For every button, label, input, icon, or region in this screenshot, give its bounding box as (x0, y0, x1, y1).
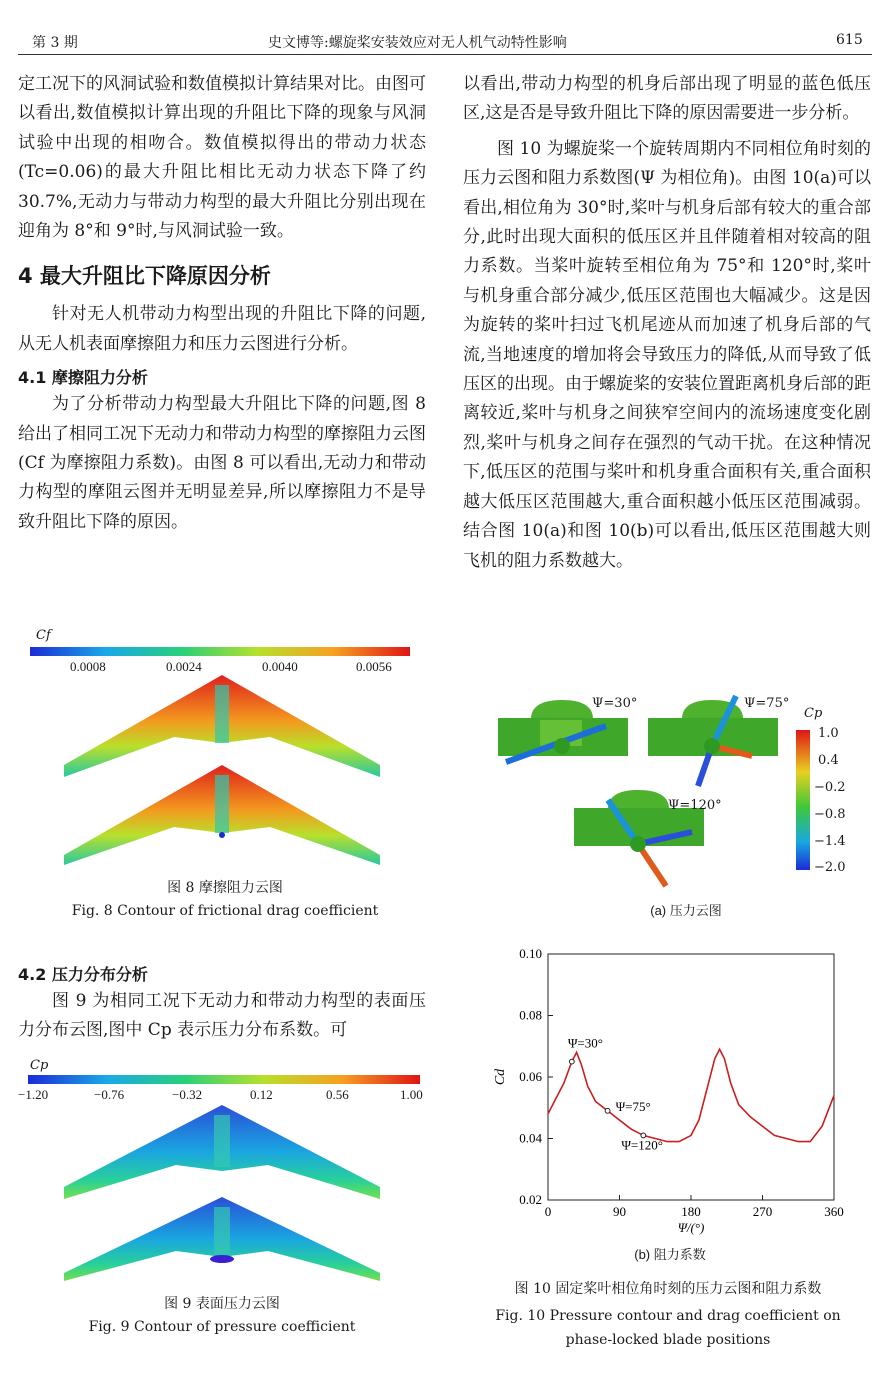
cd-series-line (548, 1049, 834, 1141)
x-axis-label: Ψ/(°) (677, 1220, 705, 1235)
fig9-wing-contours (22, 1105, 422, 1281)
fig8-caption-en: Fig. 8 Contour of frictional drag coefficient (71, 903, 379, 919)
y-axis-label: Cd (493, 1068, 508, 1086)
fig9-wing-unpowered (64, 1105, 380, 1199)
fig9-tick: 0.12 (250, 1087, 273, 1102)
figure-10b (490, 942, 850, 1272)
fig9-caption-cn: 图 9 表面压力云图 (164, 1296, 280, 1312)
y-tick-label: 0.02 (519, 1192, 542, 1207)
y-tick-label: 0.04 (519, 1130, 542, 1146)
fig10a-tick: 0.4 (818, 753, 839, 768)
fig9-wing-powered (64, 1197, 380, 1281)
fig10b-drag-chart (490, 942, 850, 1242)
fig10-caption-cn: 图 10 固定桨叶相位角时刻的压力云图和阻力系数 (514, 1281, 822, 1297)
chart-frame (548, 954, 834, 1200)
figure-10-caption (463, 1278, 873, 1348)
x-tick-label: 270 (752, 1204, 773, 1219)
fig8-legend-title: Cf (36, 628, 51, 643)
fig8-caption-cn: 图 8 摩擦阻力云图 (167, 880, 283, 896)
annotation-label: Ψ=120° (621, 1137, 663, 1153)
running-title: 史文博等:螺旋桨安装效应对无人机气动特性影响 (268, 35, 567, 51)
section-4-2 (18, 958, 426, 1046)
fig8-wing-contours (30, 675, 415, 865)
left-paragraph-2: 针对无人机带动力构型出现的升阻比下降的问题,从无人机表面摩擦阻力和压力云图进行分析。 (18, 304, 426, 354)
fig9-colorbar (22, 1073, 422, 1087)
fig10a-label-30: Ψ=30° (592, 696, 638, 711)
section-4-heading: 4 最大升阻比下降原因分析 (18, 264, 271, 289)
fig9-tick: 0.56 (326, 1087, 349, 1102)
left-column (18, 70, 426, 537)
figure-8 (30, 628, 420, 919)
running-header (0, 28, 890, 56)
fig10a-label-120: Ψ=120° (668, 798, 722, 813)
y-tick-label: 0.10 (519, 946, 542, 961)
issue-number: 第 3 期 (32, 35, 78, 51)
fig8-tick: 0.0040 (262, 659, 298, 674)
x-tick-label: 0 (544, 1204, 552, 1219)
fig10a-subcaption: (a) 压力云图 (650, 903, 722, 918)
subsection-4-1-heading: 4.1 摩擦阻力分析 (18, 368, 148, 388)
fig9-tick: −1.20 (18, 1087, 49, 1102)
fig8-colorbar (30, 645, 415, 659)
y-tick-label: 0.06 (519, 1069, 542, 1084)
annotation-point (605, 1108, 610, 1113)
fig8-wing-unpowered (64, 675, 380, 777)
fig10a-tick: −2.0 (814, 860, 846, 875)
fig9-tick: 1.00 (400, 1087, 423, 1102)
y-tick-label: 0.08 (519, 1007, 542, 1023)
fig9-tick: −0.32 (172, 1087, 203, 1102)
fig10a-tick: −1.4 (814, 834, 846, 849)
fig9-caption-en: Fig. 9 Contour of pressure coefficient (88, 1319, 356, 1335)
fig8-tick: 0.0056 (356, 659, 392, 674)
right-paragraph-2: 图 10 为螺旋桨一个旋转周期内不同相位角时刻的压力云图和阻力系数图(Ψ 为相位角)。由图 10(a)可以看出,相位角为 30°时,桨叶与机身后部有较大的重合部分,此时出现大面积的低压区并且伴随着相对较高的阻力系数。当桨叶旋转至相位角为 75°和 120°时,桨叶与机身重合部分减少,低压区范围也大幅减少。这是因为旋转的桨叶扫过飞机尾迹从而加速了机身后部的气流,当地速度的增加将会导致压力的降低,从而导致了低压区的出现。由于螺旋桨的安装位置距离机身后部的距离较近,桨叶与机身之间狭窄空间内的流场速度变化剧烈,桨叶与机身之间存在强烈的气动干扰。在这种情况下,低压区的范围与桨叶和机身重合面积有关,重合面积越大低压区范围越大,重合面积越小低压区范围减弱。结合图 10(a)和图 10(b)可以看出,低压区范围越大则飞机的阻力系数越大。 (463, 138, 871, 571)
figure-10a (496, 690, 876, 925)
header-rule (18, 54, 872, 55)
left-paragraph-1: 定工况下的风洞试验和数值模拟计算结果对比。由图可以看出,数值模拟计算出现的升阻比下降的现象与风洞试验中出现的相吻合。数值模拟得出的带动力状态(Tc=0.06)的最大升阻比相比无动力状态下降了约 30.7%,无动力与带动力构型的最大升阻比分别出现在迎角为 8°和 9°时,与风洞试验一致。 (18, 74, 426, 242)
fig10b-subcaption: (b) 阻力系数 (634, 1247, 706, 1262)
subsection-4-2-heading: 4.2 压力分布分析 (18, 965, 148, 984)
x-tick-label: 90 (613, 1204, 626, 1219)
left-paragraph-4: 图 9 为相同工况下无动力和带动力构型的表面压力分布云图,图中 Cp 表示压力分布系数。可 (18, 991, 426, 1041)
annotation-point (569, 1059, 574, 1064)
x-tick-label: 180 (681, 1204, 701, 1219)
fig10-caption-en-line1: Fig. 10 Pressure contour and drag coefficient on (495, 1308, 841, 1324)
fig9-legend-title: Cp (30, 1058, 49, 1073)
annotation-label: Ψ=30° (567, 1035, 603, 1051)
fig10a-tick: −0.2 (814, 780, 846, 795)
x-tick-label: 360 (824, 1204, 844, 1219)
fig10a-tick: 1.0 (818, 726, 839, 741)
fig8-tick: 0.0008 (70, 659, 106, 674)
annotation-label: Ψ=75° (615, 1098, 651, 1114)
fig10a-label-75: Ψ=75° (744, 696, 790, 711)
fig10-caption-en-line2: phase-locked blade positions (565, 1332, 771, 1348)
right-column (463, 70, 871, 576)
left-paragraph-3: 为了分析带动力构型最大升阻比下降的问题,图 8 给出了相同工况下无动力和带动力构型的摩擦阻力云图(Cf 为摩擦阻力系数)。由图 8 可以看出,无动力和带动力构型的摩阻云图并无明显差异,所以摩擦阻力不是导致升阻比下降的原因。 (18, 394, 426, 532)
fig10a-tick: −0.8 (814, 807, 846, 822)
fig8-wing-powered (64, 765, 380, 865)
fig10a-colorbar (796, 730, 810, 870)
fig10a-legend-title: Cp (804, 706, 823, 721)
page-number: 615 (836, 32, 863, 48)
fig9-tick: −0.76 (94, 1087, 125, 1102)
figure-9 (18, 1058, 423, 1335)
fig8-tick: 0.0024 (166, 659, 202, 674)
right-paragraph-1: 以看出,带动力构型的机身后部出现了明显的蓝色低压区,这是否是导致升阻比下降的原因需要进一步分析。 (463, 74, 871, 124)
